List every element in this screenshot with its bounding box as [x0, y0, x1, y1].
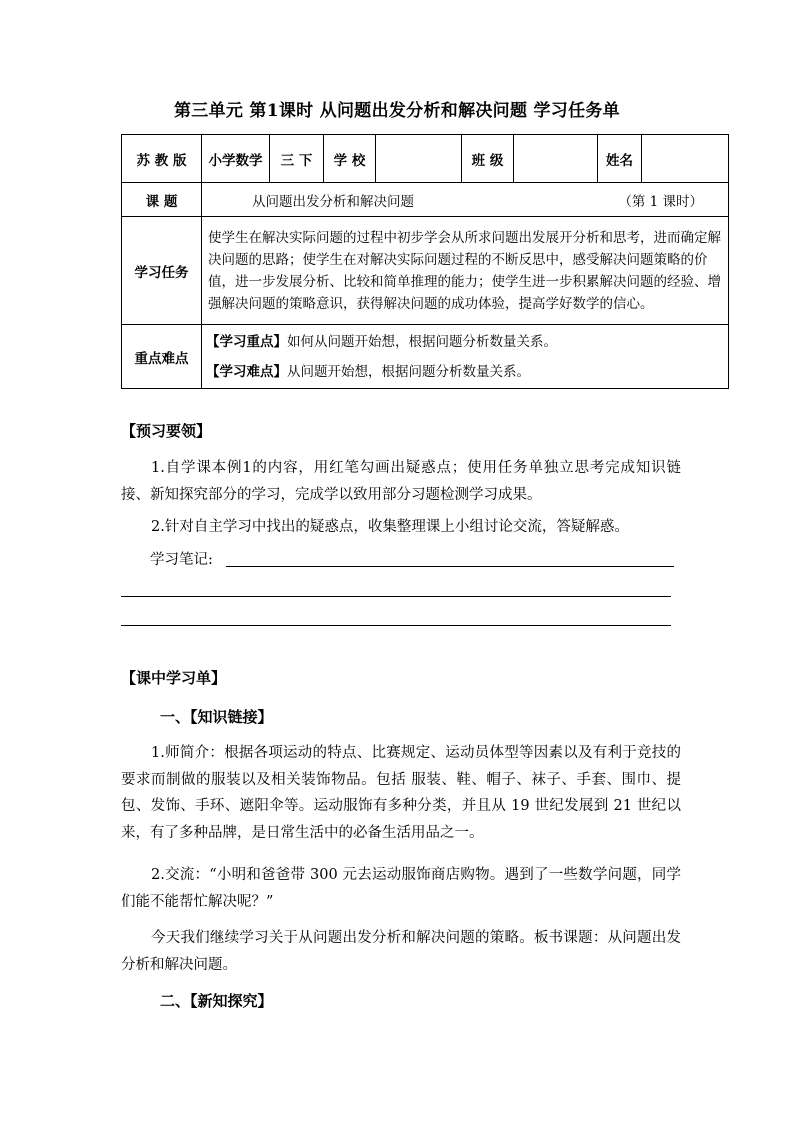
publisher-cell: 苏 教 版 [122, 135, 202, 183]
school-label: 学 校 [324, 135, 376, 183]
lesson-info-table [121, 134, 729, 389]
key-point-line [206, 327, 724, 357]
preview-paragraph-2: 2.针对自主学习中找出的疑惑点，收集整理课上小组讨论交流，答疑解惑。 [151, 519, 629, 535]
name-value [642, 135, 729, 183]
difficulty-text: 从问题开始想，根据问题分析数量关系。 [287, 363, 530, 380]
topic-label: 课 题 [122, 183, 202, 217]
difficulty-line [206, 357, 724, 387]
period-text: （第 1 课时） [618, 193, 703, 210]
topic-text: 从问题出发分析和解决问题 [252, 193, 414, 210]
task-text: 使学生在解决实际问题的过程中初步学会从所求问题出发展开分析和思考，进而确定解决问题的思路；使学生在对解决实际问题过程的不断反思中，感受解决问题策略的价值，进一步发展分析、比较和简单推理的能力；使学生进一步积累解决问题的经验、增强解决问题的策略意识，获得解决问题的成功体验，提高学好数学的信心。 [202, 217, 729, 325]
key-cell [202, 325, 729, 389]
topic-cell [202, 183, 729, 217]
notes-line-1 [226, 566, 674, 567]
knowledge-paragraph-2: 2.交流：“小明和爸爸带 300 元去运动服饰商店购物。遇到了一些数学问题，同学们能不能帮忙解决呢？” [121, 867, 681, 910]
preview-paragraph-1: 1.自学课本例1的内容，用红笔勾画出疑惑点；使用任务单独立思考完成知识链接、新知探究部分的学习，完成学以致用部分习题检测学习成果。 [121, 460, 681, 503]
notes-line-2 [121, 596, 671, 597]
preview-heading: 【预习要领】 [121, 422, 212, 440]
class-value [514, 135, 598, 183]
class-label: 班 级 [462, 135, 514, 183]
school-value [376, 135, 462, 183]
knowledge-link-heading: 一、【知识链接】 [160, 708, 273, 726]
knowledge-paragraph-3: 今天我们继续学习关于从问题出发分析和解决问题的策略。板书课题：从问题出发分析和解决问题。 [121, 930, 681, 973]
task-label: 学习任务 [122, 217, 202, 325]
notes-line-3 [121, 625, 671, 626]
subject-cell: 小学数学 [202, 135, 270, 183]
grade-cell: 三 下 [270, 135, 324, 183]
key-point-label: 【学习重点】 [206, 333, 287, 350]
inclass-heading: 【课中学习单】 [121, 669, 227, 687]
difficulty-label: 【学习难点】 [206, 363, 287, 380]
page-title: 第三单元 第1课时 从问题出发分析和解决问题 学习任务单 [174, 101, 620, 121]
key-label: 重点难点 [122, 325, 202, 389]
name-label: 姓名 [598, 135, 642, 183]
key-point-text: 如何从问题开始想，根据问题分析数量关系。 [287, 333, 557, 350]
notes-label: 学习笔记: [150, 552, 213, 568]
new-knowledge-heading: 二、【新知探究】 [160, 992, 273, 1010]
knowledge-paragraph-1: 1.师简介：根据各项运动的特点、比赛规定、运动员体型等因素以及有利于竞技的要求而制做的服装以及相关装饰物品。包括 服装、鞋、帽子、袜子、手套、围巾、提包、发饰、手环、遮阳伞等。运动服饰有多种分类，并且从 19 世纪发展到 21 世纪以来，有了多种品牌，是日常生活中的必备生活用品之一。 [121, 745, 681, 841]
